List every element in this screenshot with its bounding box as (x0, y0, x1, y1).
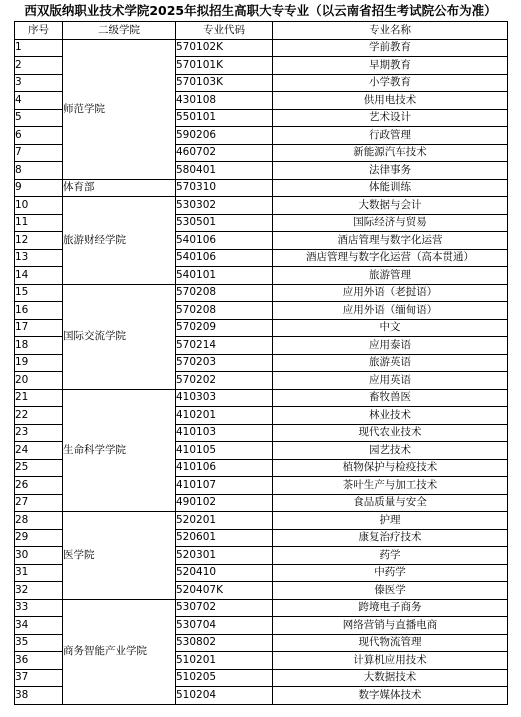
major-name-cell: 体能训练 (273, 179, 508, 197)
seq-cell: 10 (15, 197, 63, 215)
major-code-cell: 570208 (176, 302, 273, 320)
seq-cell: 11 (15, 214, 63, 232)
major-code-cell: 530802 (176, 634, 273, 652)
seq-cell: 36 (15, 652, 63, 670)
seq-cell: 9 (15, 179, 63, 197)
major-name-cell: 食品质量与安全 (273, 494, 508, 512)
seq-cell: 22 (15, 407, 63, 425)
major-code-cell: 510205 (176, 669, 273, 687)
major-code-cell: 510204 (176, 687, 273, 705)
major-name-cell: 酒店管理与数字化运营（高本贯通） (273, 249, 508, 267)
seq-cell: 30 (15, 547, 63, 565)
major-code-cell: 570214 (176, 337, 273, 355)
major-name-cell: 应用外语（缅甸语） (273, 302, 508, 320)
table-row (15, 39, 508, 57)
major-name-cell: 中药学 (273, 564, 508, 582)
major-name-cell: 中文 (273, 319, 508, 337)
college-cell: 国际交流学院 (63, 284, 176, 389)
major-name-cell: 数字媒体技术 (273, 687, 508, 705)
seq-cell: 19 (15, 354, 63, 372)
major-name-cell: 学前教育 (273, 39, 508, 57)
seq-cell: 35 (15, 634, 63, 652)
major-code-cell: 570203 (176, 354, 273, 372)
major-code-cell: 520301 (176, 547, 273, 565)
seq-cell: 16 (15, 302, 63, 320)
major-name-cell: 艺术设计 (273, 109, 508, 127)
seq-cell: 34 (15, 617, 63, 635)
header-college: 二级学院 (63, 22, 176, 40)
major-code-cell: 520410 (176, 564, 273, 582)
seq-cell: 18 (15, 337, 63, 355)
major-code-cell: 410201 (176, 407, 273, 425)
major-code-cell: 410107 (176, 477, 273, 495)
major-code-cell: 410106 (176, 459, 273, 477)
major-name-cell: 林业技术 (273, 407, 508, 425)
table-row (15, 284, 508, 302)
major-name-cell: 现代物流管理 (273, 634, 508, 652)
major-name-cell: 早期教育 (273, 57, 508, 75)
major-code-cell: 520601 (176, 529, 273, 547)
major-code-cell: 570102K (176, 39, 273, 57)
seq-cell: 32 (15, 582, 63, 600)
major-name-cell: 植物保护与检疫技术 (273, 459, 508, 477)
major-name-cell: 供用电技术 (273, 92, 508, 110)
major-code-cell: 520407K (176, 582, 273, 600)
major-name-cell: 现代农业技术 (273, 424, 508, 442)
seq-cell: 12 (15, 232, 63, 250)
major-name-cell: 药学 (273, 547, 508, 565)
table-header-row (15, 22, 508, 40)
major-name-cell: 应用外语（老挝语） (273, 284, 508, 302)
seq-cell: 20 (15, 372, 63, 390)
seq-cell: 21 (15, 389, 63, 407)
seq-cell: 5 (15, 109, 63, 127)
major-name-cell: 旅游英语 (273, 354, 508, 372)
major-name-cell: 护理 (273, 512, 508, 530)
seq-cell: 23 (15, 424, 63, 442)
major-code-cell: 410103 (176, 424, 273, 442)
seq-cell: 1 (15, 39, 63, 57)
seq-cell: 25 (15, 459, 63, 477)
major-code-cell: 520201 (176, 512, 273, 530)
major-name-cell: 国际经济与贸易 (273, 214, 508, 232)
table-row (15, 389, 508, 407)
seq-cell: 37 (15, 669, 63, 687)
major-code-cell: 550101 (176, 109, 273, 127)
major-code-cell: 570310 (176, 179, 273, 197)
header-seq: 序号 (15, 22, 63, 40)
major-name-cell: 小学教育 (273, 74, 508, 92)
college-cell: 生命科学学院 (63, 389, 176, 512)
major-name-cell: 计算机应用技术 (273, 652, 508, 670)
major-name-cell: 行政管理 (273, 127, 508, 145)
major-code-cell: 410105 (176, 442, 273, 460)
header-name: 专业名称 (273, 22, 508, 40)
major-name-cell: 跨境电子商务 (273, 599, 508, 617)
seq-cell: 27 (15, 494, 63, 512)
college-cell: 旅游财经学院 (63, 197, 176, 285)
seq-cell: 15 (15, 284, 63, 302)
major-name-cell: 畜牧兽医 (273, 389, 508, 407)
major-code-cell: 570202 (176, 372, 273, 390)
major-name-cell: 网络营销与直播电商 (273, 617, 508, 635)
seq-cell: 4 (15, 92, 63, 110)
major-code-cell: 490102 (176, 494, 273, 512)
college-cell: 师范学院 (63, 39, 176, 179)
seq-cell: 26 (15, 477, 63, 495)
seq-cell: 24 (15, 442, 63, 460)
seq-cell: 28 (15, 512, 63, 530)
major-code-cell: 540106 (176, 232, 273, 250)
major-code-cell: 590206 (176, 127, 273, 145)
major-name-cell: 大数据与会计 (273, 197, 508, 215)
table-row (15, 179, 508, 197)
seq-cell: 2 (15, 57, 63, 75)
seq-cell: 13 (15, 249, 63, 267)
major-code-cell: 570208 (176, 284, 273, 302)
college-cell: 商务智能产业学院 (63, 599, 176, 704)
majors-table (14, 21, 508, 705)
header-code: 专业代码 (176, 22, 273, 40)
major-code-cell: 570209 (176, 319, 273, 337)
seq-cell: 6 (15, 127, 63, 145)
page-title: 西双版纳职业技术学院2025年拟招生高职大专专业（以云南省招生考试院公布为准） (24, 3, 497, 18)
table-row (15, 512, 508, 530)
seq-cell: 38 (15, 687, 63, 705)
seq-cell: 7 (15, 144, 63, 162)
major-name-cell: 康复治疗技术 (273, 529, 508, 547)
major-name-cell: 茶叶生产与加工技术 (273, 477, 508, 495)
major-name-cell: 旅游管理 (273, 267, 508, 285)
major-code-cell: 410303 (176, 389, 273, 407)
seq-cell: 17 (15, 319, 63, 337)
major-code-cell: 430108 (176, 92, 273, 110)
major-code-cell: 540101 (176, 267, 273, 285)
seq-cell: 29 (15, 529, 63, 547)
table-body (15, 39, 508, 704)
major-code-cell: 530702 (176, 599, 273, 617)
major-code-cell: 570103K (176, 74, 273, 92)
major-code-cell: 570101K (176, 57, 273, 75)
major-name-cell: 应用泰语 (273, 337, 508, 355)
major-name-cell: 应用英语 (273, 372, 508, 390)
major-code-cell: 530302 (176, 197, 273, 215)
major-name-cell: 傣医学 (273, 582, 508, 600)
college-cell: 医学院 (63, 512, 176, 600)
table-row (15, 197, 508, 215)
major-code-cell: 580401 (176, 162, 273, 180)
major-code-cell: 540106 (176, 249, 273, 267)
major-name-cell: 酒店管理与数字化运营 (273, 232, 508, 250)
major-name-cell: 园艺技术 (273, 442, 508, 460)
seq-cell: 8 (15, 162, 63, 180)
seq-cell: 31 (15, 564, 63, 582)
major-code-cell: 530704 (176, 617, 273, 635)
major-code-cell: 510201 (176, 652, 273, 670)
seq-cell: 33 (15, 599, 63, 617)
major-name-cell: 大数据技术 (273, 669, 508, 687)
seq-cell: 3 (15, 74, 63, 92)
table-row (15, 599, 508, 617)
major-code-cell: 460702 (176, 144, 273, 162)
major-name-cell: 法律事务 (273, 162, 508, 180)
major-code-cell: 530501 (176, 214, 273, 232)
college-cell: 体育部 (63, 179, 176, 197)
major-name-cell: 新能源汽车技术 (273, 144, 508, 162)
seq-cell: 14 (15, 267, 63, 285)
